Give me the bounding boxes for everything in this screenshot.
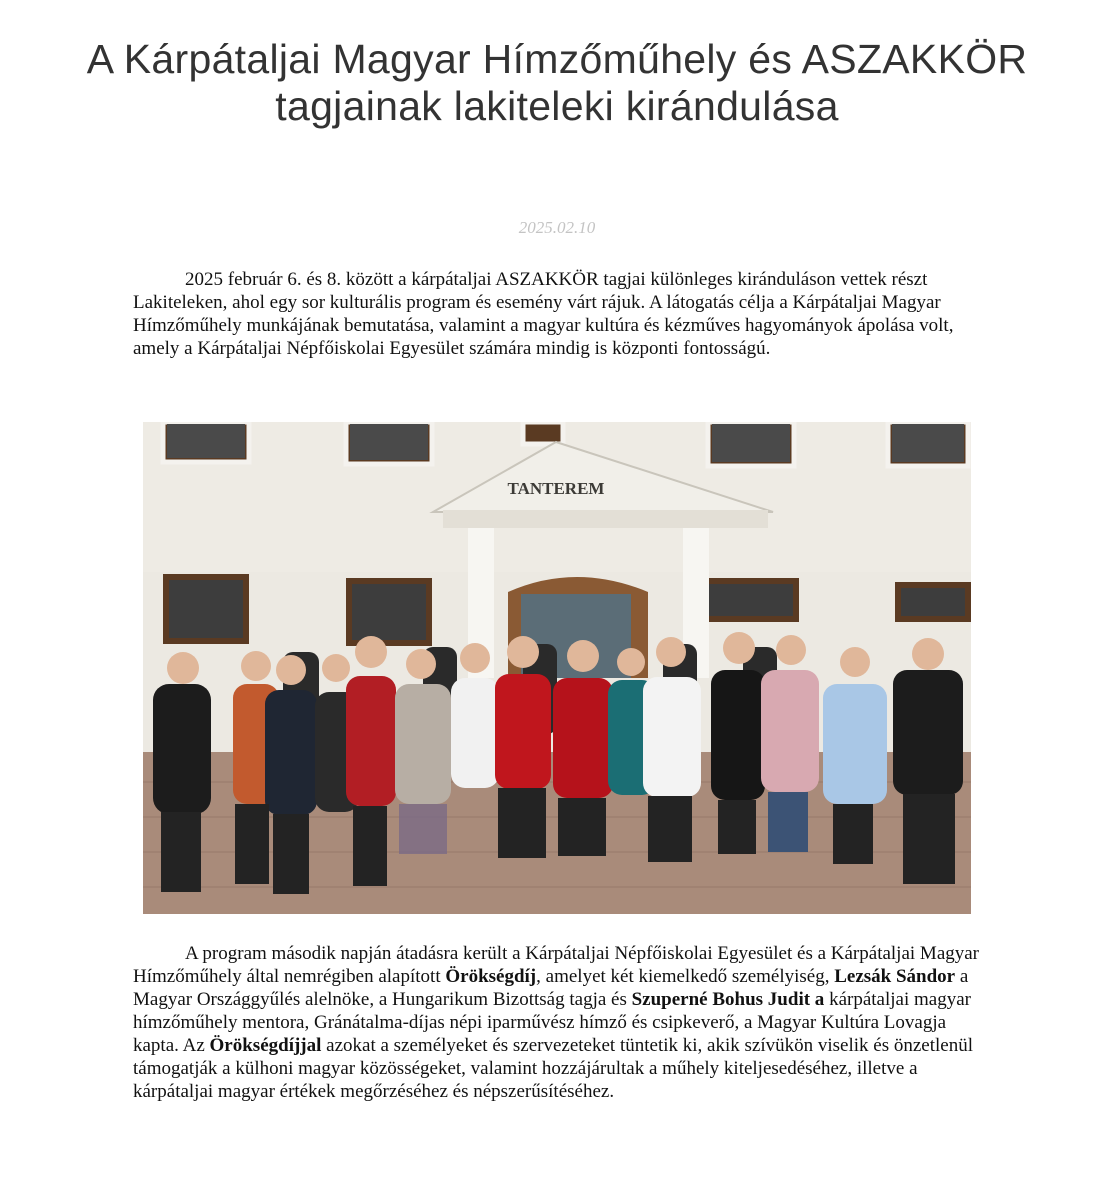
p2-bold-oroksegdijjal: Örökségdíjjal — [209, 1035, 322, 1056]
p2-text-2: , amelyet két kiemelkedő személyiség, — [536, 966, 835, 987]
p2-text-5: azokat a személyeket és szervezeteket tüntetik ki, akik szívükön viselik és önzetlenül támogatják a külhoni magyar közösségeket, valamint hozzájárultak a műhely kiteljesedéséhez, illetve a kárpátaljai magyar értékek megőrzéséhez és népszerűsítéséhez. — [133, 1035, 973, 1102]
tanterem-sign: TANTEREM — [507, 479, 605, 498]
p2-text-1: A program második napján átadásra került a Kárpátaljai Népfőiskolai Egyesület és a Kárpátaljai Magyar Hímzőműhely által nemrégiben alapított — [133, 943, 980, 987]
article-date: 2025.02.10 — [518, 218, 596, 237]
group-photo — [143, 422, 971, 914]
p2-bold-lezsak: Lezsák Sándor — [834, 966, 956, 987]
p2-text-4: kárpátaljai magyar hímzőműhely mentora, Gránátalma-díjas népi iparművész hímző és csipkeverő, a Magyar Kultúra Lovagja kapta. Az — [133, 989, 971, 1056]
article-title: A Kárpátaljai Magyar Hímzőműhely és ASZAKKÖR tagjainak lakiteleki kirándulása — [86, 36, 1028, 129]
p2-bold-szuperne: Szuperné Bohus Judit a — [631, 989, 825, 1010]
article-paragraph-1: 2025 február 6. és 8. között a kárpátaljai ASZAKKÖR tagjai különleges kiránduláson vettek részt Lakiteleken, ahol egy sor kulturális program és esemény várt rájuk. A látogatás célja a Kárpátaljai Magyar Hímzőműhely munkájának bemutatása, valamint a magyar kultúra és kézműves hagyományok ápolása volt, amely a Kárpátaljai Népfőiskolai Egyesület számára mindig is központi fontosságú. — [133, 269, 954, 359]
article-paragraph-2 — [133, 942, 985, 1103]
p2-text-3: a Magyar Országgyűlés alelnöke, a Hungarikum Bizottság tagja és — [133, 966, 969, 1010]
p2-bold-orokseg: Örökségdíj — [445, 966, 537, 987]
